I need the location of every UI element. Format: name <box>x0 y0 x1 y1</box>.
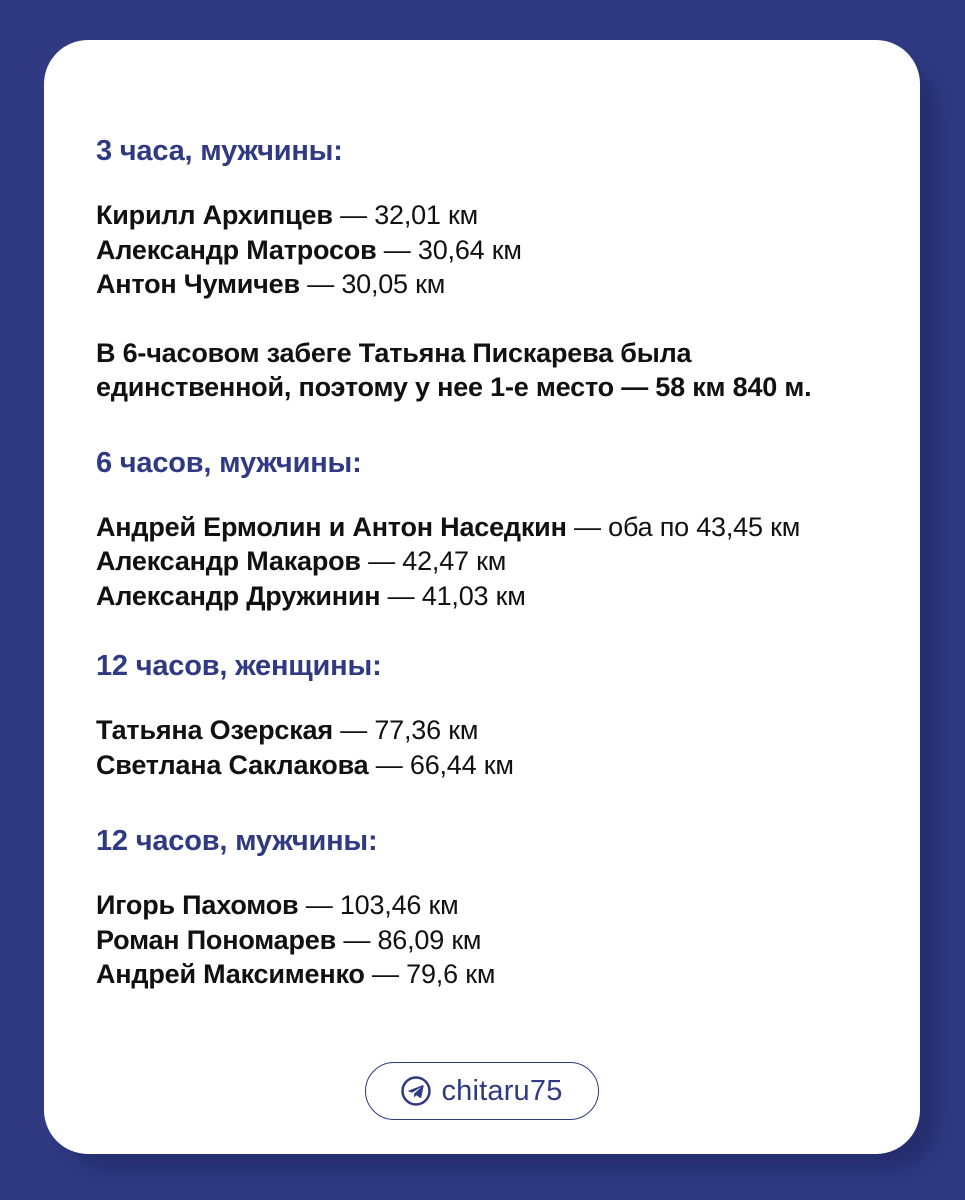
distance-value: 66,44 км <box>409 749 514 780</box>
section-heading: 6 часов, мужчины: <box>96 446 362 479</box>
result-row <box>96 713 896 748</box>
result-row <box>96 888 896 923</box>
runner-name: Светлана Саклакова <box>96 749 369 780</box>
section-12h-men <box>96 824 896 992</box>
results-list <box>96 198 896 302</box>
results-list <box>96 713 896 782</box>
telegram-icon <box>401 1076 431 1106</box>
dash-separator: — <box>383 234 411 265</box>
result-row <box>96 267 896 302</box>
result-row <box>96 957 896 992</box>
telegram-channel-badge[interactable] <box>365 1062 599 1120</box>
distance-value: 30,64 км <box>417 234 522 265</box>
dash-separator: — <box>305 890 333 920</box>
dash-separator: — <box>372 959 399 989</box>
runner-name: Александр Матросов <box>96 234 377 265</box>
result-row <box>96 198 896 233</box>
distance-value: оба по 43,45 км <box>608 511 801 542</box>
dash-separator: — <box>340 715 368 745</box>
runner-name: Антон Чумичев <box>96 269 300 299</box>
dash-separator: — <box>368 546 395 576</box>
distance-value: 42,47 км <box>402 546 507 576</box>
note-paragraph: В 6-часовом забеге Татьяна Пискарева была единственной, поэтому у нее 1-е место — 58 км 840 м. <box>96 337 812 402</box>
result-row <box>96 748 896 783</box>
runner-name: Андрей Максименко <box>96 959 365 989</box>
section-3h-men <box>96 134 896 302</box>
runner-name: Игорь Пахомов <box>96 890 299 920</box>
dash-separator: — <box>307 269 334 299</box>
section-12h-women <box>96 649 896 782</box>
runner-name: Роман Пономарев <box>96 924 337 955</box>
distance-value: 79,6 км <box>406 959 496 989</box>
section-6h-men <box>96 446 896 614</box>
results-content <box>96 134 896 992</box>
distance-value: 30,05 км <box>341 269 446 299</box>
section-heading: 3 часа, мужчины: <box>96 135 343 167</box>
results-list <box>96 510 896 614</box>
result-row <box>96 544 896 579</box>
distance-value: 77,36 км <box>374 715 479 745</box>
runner-name: Кирилл Архипцев <box>96 200 333 230</box>
result-row <box>96 510 896 545</box>
runner-name: Александр Дружинин <box>96 580 381 611</box>
dash-separator: — <box>375 749 403 780</box>
section-note <box>96 336 896 405</box>
runner-name: Татьяна Озерская <box>96 715 333 745</box>
dash-separator: — <box>340 200 367 230</box>
distance-value: 41,03 км <box>421 580 526 611</box>
runner-name: Александр Макаров <box>96 546 361 576</box>
section-heading: 12 часов, мужчины: <box>96 825 378 857</box>
results-card <box>44 40 920 1154</box>
section-heading: 12 часов, женщины: <box>96 650 382 682</box>
channel-name: chitaru75 <box>441 1074 563 1107</box>
distance-value: 103,46 км <box>339 890 459 920</box>
dash-separator: — <box>574 511 601 542</box>
result-row <box>96 923 896 958</box>
dash-separator: — <box>343 924 371 955</box>
runner-name: Андрей Ермолин и Антон Наседкин <box>96 511 567 542</box>
distance-value: 86,09 км <box>377 924 482 955</box>
result-row <box>96 579 896 614</box>
results-list <box>96 888 896 992</box>
dash-separator: — <box>387 580 415 611</box>
result-row <box>96 233 896 268</box>
distance-value: 32,01 км <box>374 200 479 230</box>
